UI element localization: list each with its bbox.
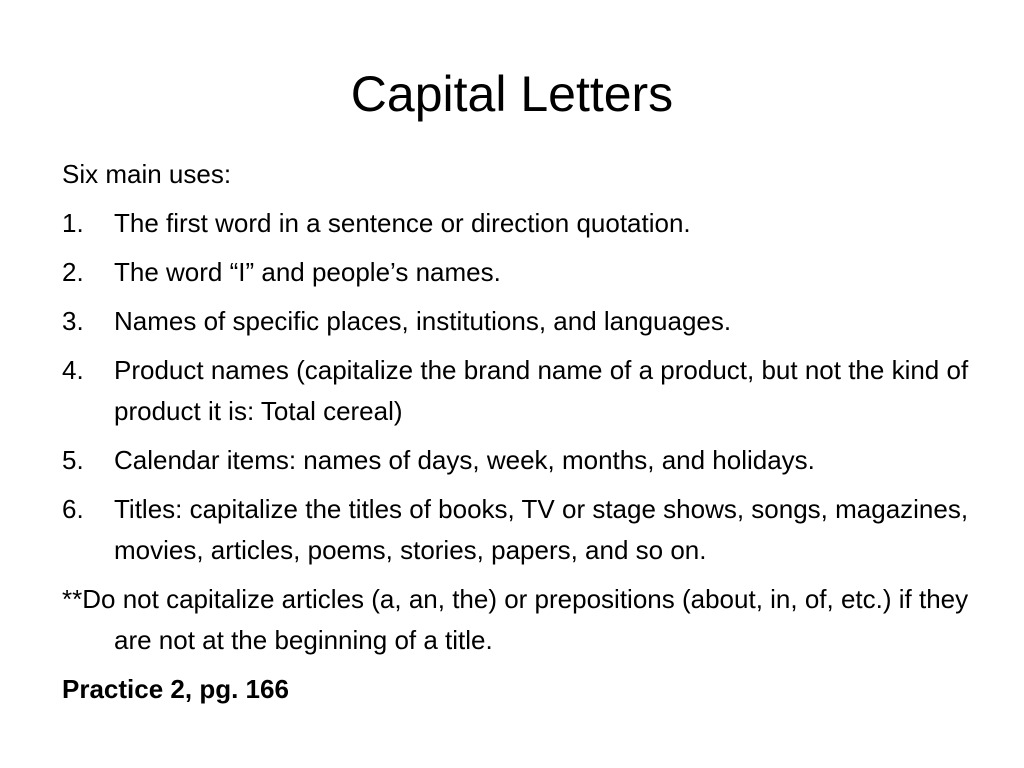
list-item-text: Names of specific places, institutions, and languages.: [114, 306, 732, 336]
list-item: [62, 440, 972, 481]
list-item: [62, 301, 972, 342]
list-item: [62, 489, 972, 571]
list-item-text: Calendar items: names of days, week, months, and holidays.: [114, 445, 815, 475]
list-item: [62, 252, 972, 293]
slide-title: Capital Letters: [350, 66, 674, 122]
intro-text: Six main uses:: [62, 159, 232, 189]
list-item-text: The first word in a sentence or direction quotation.: [114, 208, 691, 238]
list-item-text: The word “I” and people’s names.: [114, 257, 501, 287]
list-item: [62, 350, 972, 432]
list-item-number: 3.: [62, 306, 84, 336]
slide-body: [62, 154, 972, 710]
practice-reference: Practice 2, pg. 166: [62, 674, 289, 704]
list-item-number: 2.: [62, 257, 84, 287]
list-item-number: 5.: [62, 445, 84, 475]
list-item-text: Product names (capitalize the brand name of a product, but not the kind of product it is: Total cereal): [114, 355, 969, 426]
list-item: [62, 203, 972, 244]
note-text: **Do not capitalize articles (a, an, the) or prepositions (about, in, of, etc.) if they are not at the beginning of a title.: [62, 584, 969, 655]
list-item-number: 1.: [62, 208, 84, 238]
list-item-text: Titles: capitalize the titles of books, TV or stage shows, songs, magazines, movies, articles, poems, stories, papers, and so on.: [114, 494, 969, 565]
list-item-number: 6.: [62, 494, 84, 524]
list-item-number: 4.: [62, 355, 84, 385]
